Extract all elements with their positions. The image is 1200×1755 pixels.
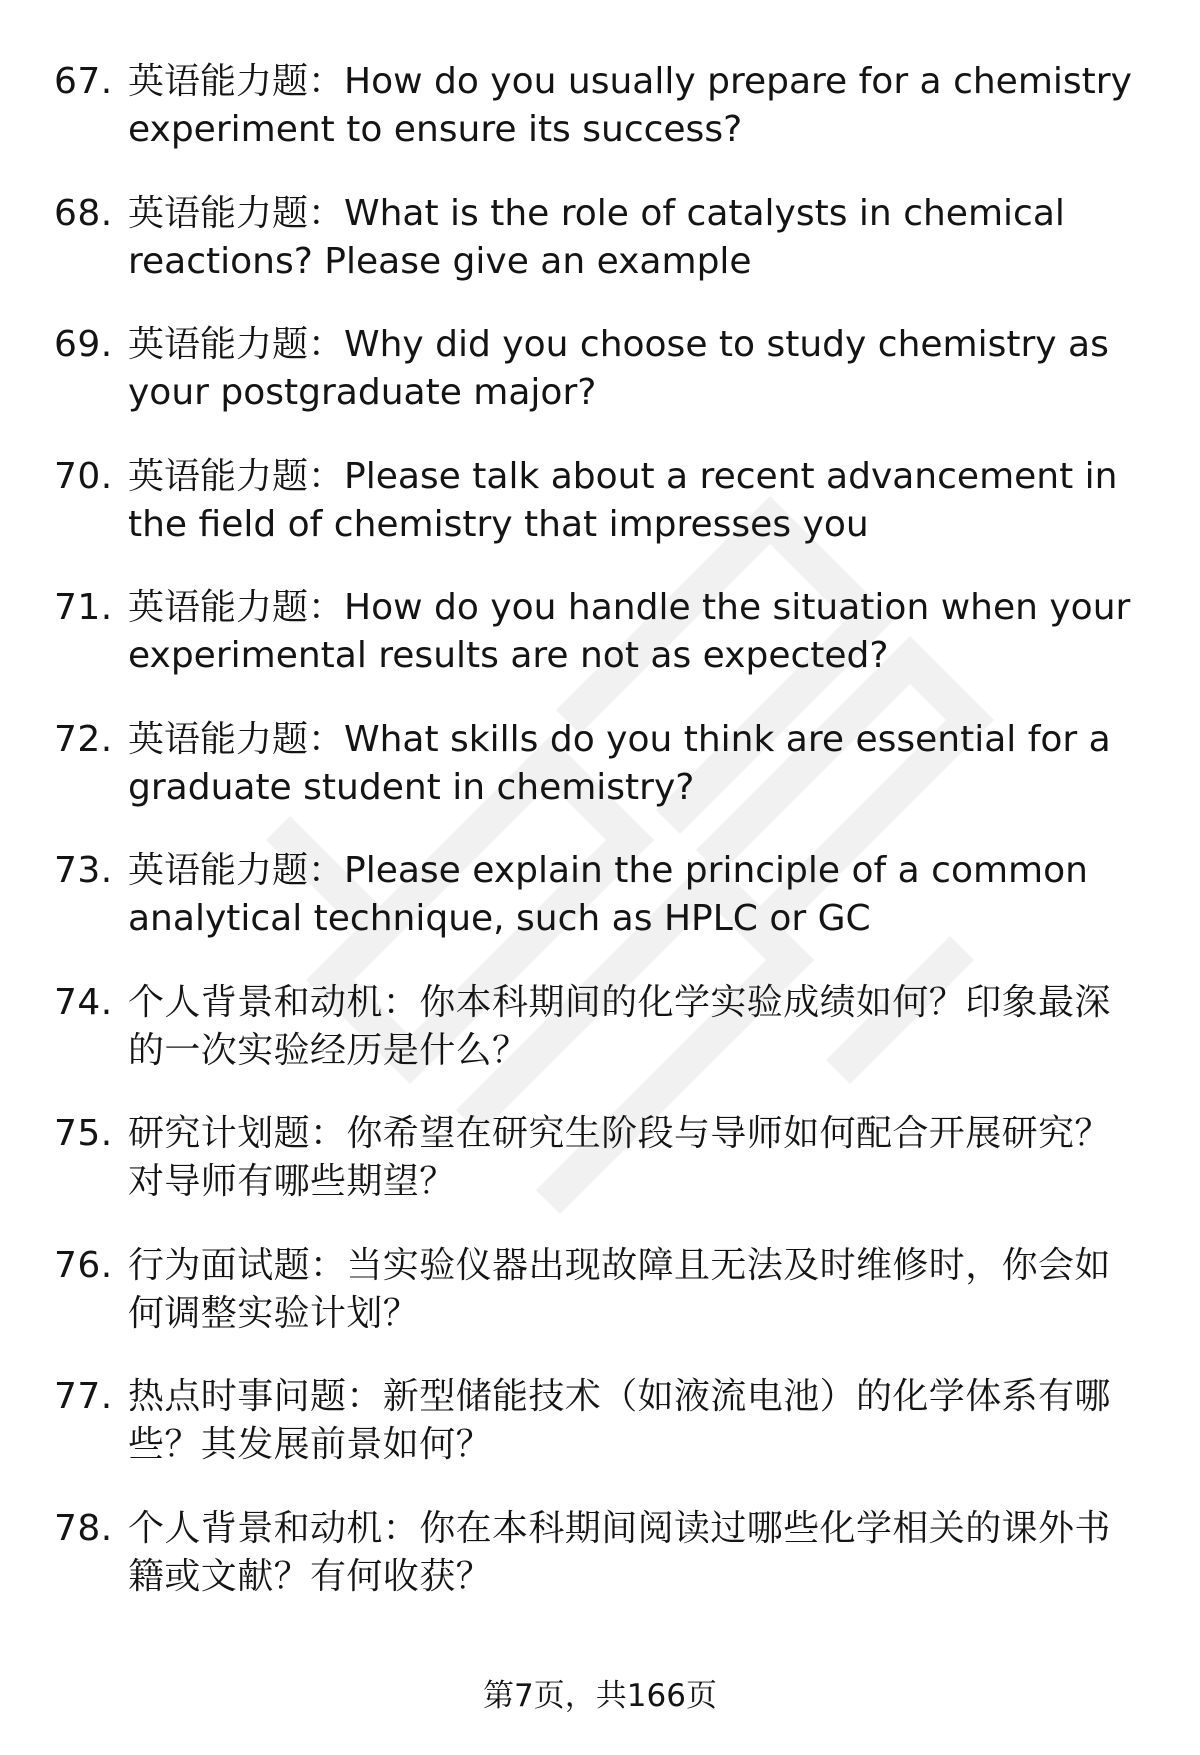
question-number: 75. bbox=[54, 1113, 113, 1154]
question-item bbox=[0, 1110, 1200, 1242]
question-number: 71. bbox=[54, 587, 113, 628]
question-text: 行为面试题：当实验仪器出现故障且无法及时维修时，你会如何调整实验计划？ bbox=[128, 1244, 1111, 1334]
question-number: 76. bbox=[54, 1244, 113, 1286]
question-number: 78. bbox=[54, 1507, 113, 1549]
question-item bbox=[0, 1505, 1200, 1637]
question-text: 英语能力题：Why did you choose to study chemistry as your postgraduate major? bbox=[128, 324, 1109, 413]
question-item bbox=[0, 847, 1200, 979]
question-text: 个人背景和动机：你本科期间的化学实验成绩如何？印象最深的一次实验经历是什么？ bbox=[128, 981, 1111, 1071]
question-number: 77. bbox=[54, 1376, 113, 1417]
question-item bbox=[0, 453, 1200, 585]
question-text: 个人背景和动机：你在本科期间阅读过哪些化学相关的课外书籍或文献？有何收获？ bbox=[128, 1507, 1111, 1597]
question-text: 热点时事问题：新型储能技术（如液流电池）的化学体系有哪些？其发展前景如何？ bbox=[128, 1376, 1111, 1465]
question-number: 73. bbox=[54, 850, 113, 891]
question-item bbox=[0, 190, 1200, 322]
question-number: 67. bbox=[54, 61, 113, 102]
question-text: 英语能力题：How do you usually prepare for a chemistry experiment to ensure its success? bbox=[128, 61, 1132, 150]
question-text: 英语能力题：Please explain the principle of a common analytical technique, such as HPLC or GC bbox=[128, 850, 1088, 939]
question-text: 英语能力题：Please talk about a recent advancement in the field of chemistry that impresses you bbox=[128, 455, 1118, 545]
question-number: 68. bbox=[54, 192, 113, 234]
question-text: 英语能力题：What skills do you think are essential for a graduate student in chemistry? bbox=[128, 718, 1111, 808]
question-item bbox=[0, 321, 1200, 453]
question-text: 英语能力题：How do you handle the situation when your experimental results are not as expected? bbox=[128, 587, 1131, 676]
question-item bbox=[0, 1242, 1200, 1374]
question-item bbox=[0, 584, 1200, 716]
question-number: 72. bbox=[54, 718, 113, 760]
question-list bbox=[0, 58, 1200, 1636]
question-item bbox=[0, 979, 1200, 1111]
question-number: 70. bbox=[54, 455, 113, 497]
question-text: 研究计划题：你希望在研究生阶段与导师如何配合开展研究？对导师有哪些期望？ bbox=[128, 1113, 1111, 1202]
question-number: 69. bbox=[54, 324, 113, 365]
page-footer-label: 第7页，共166页 bbox=[483, 1678, 717, 1714]
question-number: 74. bbox=[54, 981, 113, 1023]
question-item bbox=[0, 716, 1200, 848]
question-item bbox=[0, 58, 1200, 190]
question-text: 英语能力题：What is the role of catalysts in chemical reactions? Please give an example bbox=[128, 192, 1065, 282]
question-item bbox=[0, 1373, 1200, 1505]
